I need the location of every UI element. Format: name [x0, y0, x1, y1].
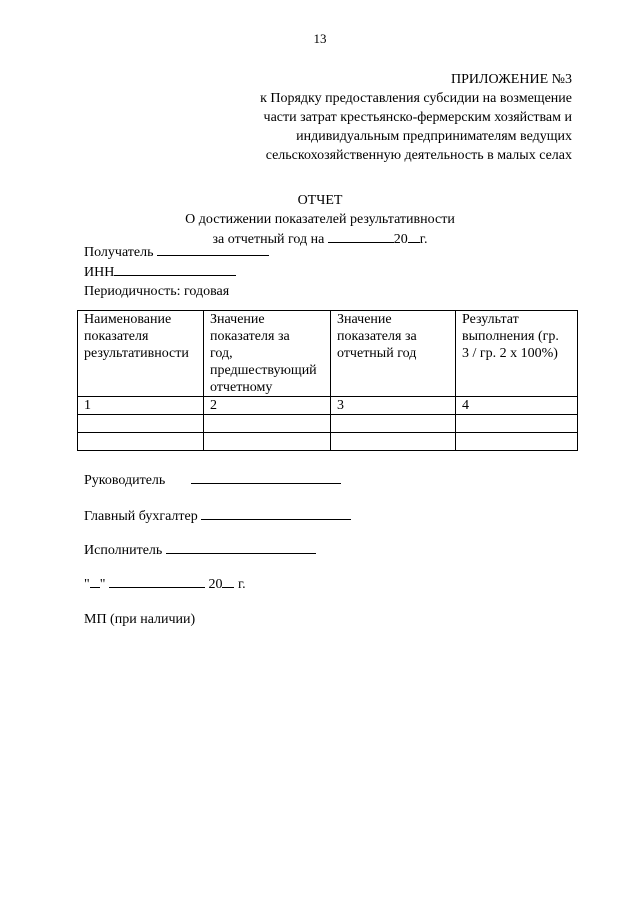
- date-close-quote: ": [99, 577, 106, 592]
- report-title: ОТЧЕТ: [297, 193, 343, 208]
- recipient-label: Получатель: [84, 245, 154, 260]
- table-header-row: [78, 311, 578, 397]
- indicators-table: [77, 310, 578, 451]
- column-number: 4: [456, 397, 578, 415]
- page-number: 13: [313, 31, 327, 46]
- head-signature: [84, 470, 341, 490]
- inn-field: [84, 262, 269, 282]
- date-year-blank[interactable]: [222, 574, 234, 588]
- report-heading: [0, 191, 640, 249]
- header-cell-previous-year-value: Значение показателя за год, предшествующий отчетному: [204, 311, 331, 397]
- date-day-blank[interactable]: [90, 574, 100, 588]
- executor-signature: [84, 540, 316, 560]
- accountant-label: Главный бухгалтер: [84, 509, 198, 524]
- stamp-note: МП (при наличии): [84, 612, 196, 627]
- date-line: [84, 574, 246, 594]
- table-cell[interactable]: [331, 415, 456, 433]
- inn-label: ИНН: [84, 265, 115, 280]
- accountant-signature-blank[interactable]: [201, 506, 351, 520]
- table-cell[interactable]: [78, 433, 204, 451]
- period-suffix: г.: [419, 232, 428, 247]
- date-year: 20: [208, 577, 223, 592]
- period-prefix: за отчетный год на: [212, 232, 325, 247]
- header-cell-reporting-year-value: Значение показателя за отчетный год: [331, 311, 456, 397]
- head-signature-blank[interactable]: [191, 470, 341, 484]
- table-cell[interactable]: [204, 433, 331, 451]
- table-cell[interactable]: [331, 433, 456, 451]
- date-month-blank[interactable]: [109, 574, 205, 588]
- header-cell-indicator-name: Наименование показателя результативности: [78, 311, 204, 397]
- recipient-field: [84, 242, 269, 262]
- table-cell[interactable]: [456, 415, 578, 433]
- head-label: Руководитель: [84, 473, 166, 488]
- appendix-line: сельскохозяйственную деятельность в малых селах: [265, 148, 572, 163]
- table-cell[interactable]: [456, 433, 578, 451]
- column-number: 3: [331, 397, 456, 415]
- executor-label: Исполнитель: [84, 543, 163, 558]
- table-row: [78, 433, 578, 451]
- table-cell[interactable]: [78, 415, 204, 433]
- accountant-signature: [84, 506, 351, 526]
- table-numbering-row: [78, 397, 578, 415]
- date-suffix: г.: [237, 577, 246, 592]
- appendix-title: ПРИЛОЖЕНИЕ №3: [451, 72, 572, 87]
- period-year-blank[interactable]: [408, 229, 420, 243]
- date-open-quote: ": [84, 577, 90, 592]
- inn-blank[interactable]: [114, 262, 236, 276]
- appendix-line: к Порядку предоставления субсидии на возмещение: [260, 91, 572, 106]
- period-year: 20: [393, 232, 408, 247]
- recipient-blank[interactable]: [157, 242, 269, 256]
- appendix-line: индивидуальным предпринимателям ведущих: [296, 129, 572, 144]
- executor-signature-blank[interactable]: [166, 540, 316, 554]
- appendix-line: части затрат крестьянско-фермерским хозяйствам и: [263, 110, 572, 125]
- periodicity: Периодичность: годовая: [84, 284, 230, 299]
- table-row: [78, 415, 578, 433]
- column-number: 1: [78, 397, 204, 415]
- table-cell[interactable]: [204, 415, 331, 433]
- report-fields: [84, 242, 269, 301]
- column-number: 2: [204, 397, 331, 415]
- header-cell-result: Результат выполнения (гр. 3 / гр. 2 х 100%): [456, 311, 578, 397]
- appendix-block: [260, 70, 572, 165]
- period-blank[interactable]: [328, 229, 394, 243]
- report-subtitle: О достижении показателей результативности: [185, 212, 455, 227]
